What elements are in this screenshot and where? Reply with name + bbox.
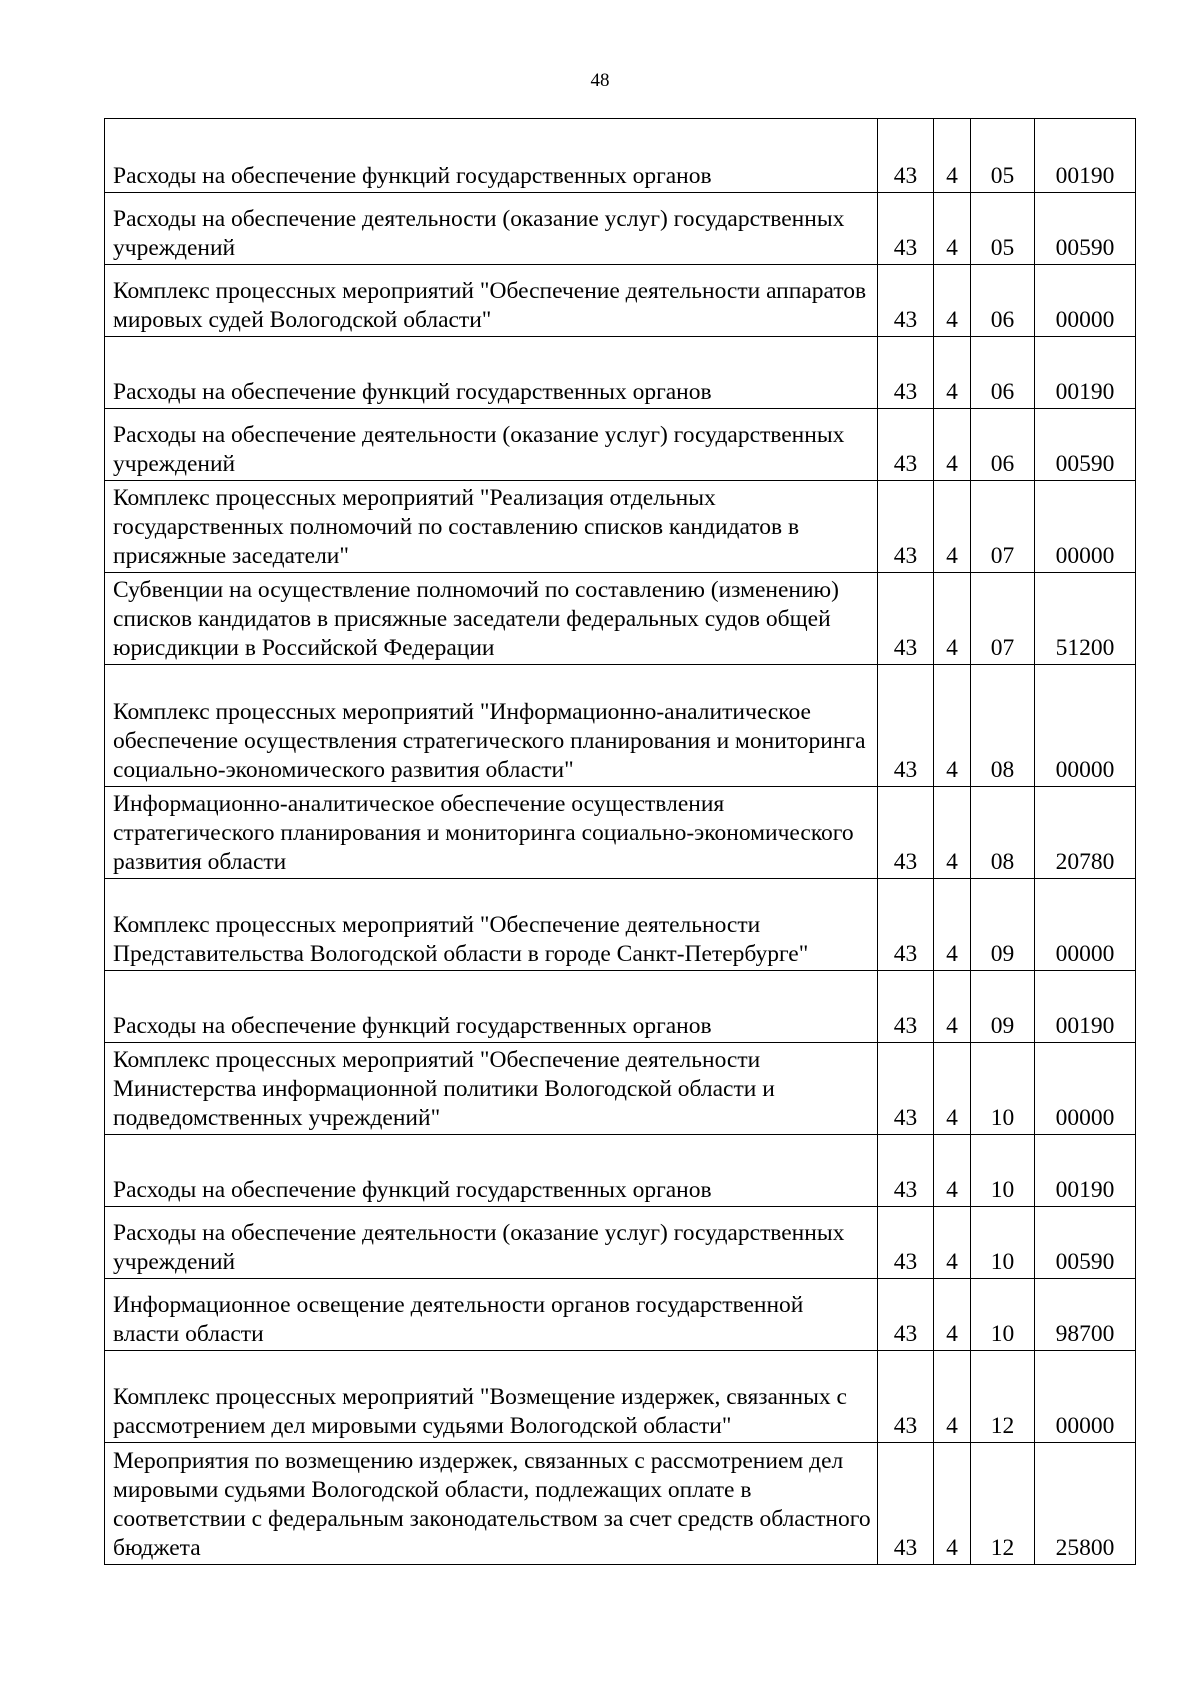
row-name: Комплекс процессных мероприятий "Возмещение издержек, связанных с рассмотрением дел мировыми судьями Вологодской области" [105,1351,878,1443]
row-code-2: 4 [934,971,971,1043]
row-code-3: 06 [971,337,1035,409]
table-row [105,1443,1136,1565]
row-name: Информационное освещение деятельности органов государственной власти области [105,1279,878,1351]
row-code-1: 43 [878,409,934,481]
table-row [105,1135,1136,1207]
table-row [105,787,1136,879]
table-row [105,879,1136,971]
row-code-4: 00000 [1035,1351,1136,1443]
row-code-4: 00000 [1035,1043,1136,1135]
row-code-1: 43 [878,1207,934,1279]
table-row [105,481,1136,573]
row-code-2: 4 [934,573,971,665]
table-row [105,1279,1136,1351]
table-row [105,119,1136,193]
row-name: Субвенции на осуществление полномочий по составлению (изменению) списков кандидатов в присяжные заседатели федеральных судов общей юрисдикции в Российской Федерации [105,573,878,665]
row-code-3: 07 [971,573,1035,665]
row-name: Расходы на обеспечение функций государственных органов [105,119,878,193]
table-row [105,1351,1136,1443]
row-code-4: 25800 [1035,1443,1136,1565]
row-name: Расходы на обеспечение деятельности (оказание услуг) государственных учреждений [105,1207,878,1279]
row-code-3: 10 [971,1043,1035,1135]
row-code-3: 08 [971,787,1035,879]
row-code-3: 05 [971,119,1035,193]
row-code-4: 00000 [1035,481,1136,573]
table-row [105,573,1136,665]
table-row [105,409,1136,481]
row-code-3: 07 [971,481,1035,573]
row-code-1: 43 [878,971,934,1043]
row-code-3: 05 [971,193,1035,265]
table-row [105,1043,1136,1135]
row-code-4: 00000 [1035,265,1136,337]
row-name: Комплекс процессных мероприятий "Обеспечение деятельности аппаратов мировых судей Вологодской области" [105,265,878,337]
row-code-4: 00590 [1035,1207,1136,1279]
row-code-2: 4 [934,665,971,787]
row-code-1: 43 [878,1043,934,1135]
row-code-2: 4 [934,787,971,879]
row-code-3: 10 [971,1135,1035,1207]
row-name: Информационно-аналитическое обеспечение осуществления стратегического планирования и мониторинга социально-экономического развития области [105,787,878,879]
row-name: Комплекс процессных мероприятий "Информационно-аналитическое обеспечение осуществления стратегического планирования и мониторинга социально-экономического развития области" [105,665,878,787]
row-code-2: 4 [934,1135,971,1207]
row-code-2: 4 [934,879,971,971]
table-row [105,971,1136,1043]
row-code-1: 43 [878,1279,934,1351]
row-code-2: 4 [934,1279,971,1351]
row-code-1: 43 [878,879,934,971]
table-row [105,265,1136,337]
row-code-2: 4 [934,1207,971,1279]
row-code-2: 4 [934,265,971,337]
row-code-3: 12 [971,1443,1035,1565]
table-row [105,665,1136,787]
row-code-4: 00590 [1035,409,1136,481]
row-code-3: 06 [971,409,1035,481]
row-code-2: 4 [934,193,971,265]
row-code-3: 10 [971,1279,1035,1351]
table-row [105,1207,1136,1279]
row-code-4: 00190 [1035,1135,1136,1207]
row-code-2: 4 [934,1351,971,1443]
row-code-3: 09 [971,879,1035,971]
row-name: Комплекс процессных мероприятий "Реализация отдельных государственных полномочий по составлению списков кандидатов в присяжные заседатели" [105,481,878,573]
row-code-1: 43 [878,337,934,409]
row-code-1: 43 [878,265,934,337]
row-code-1: 43 [878,787,934,879]
row-name: Комплекс процессных мероприятий "Обеспечение деятельности Представительства Вологодской области в городе Санкт-Петербурге" [105,879,878,971]
row-name: Расходы на обеспечение функций государственных органов [105,1135,878,1207]
row-code-4: 00000 [1035,879,1136,971]
row-code-4: 00190 [1035,337,1136,409]
row-code-3: 06 [971,265,1035,337]
row-code-4: 00190 [1035,971,1136,1043]
row-code-1: 43 [878,665,934,787]
row-code-4: 00590 [1035,193,1136,265]
row-code-3: 08 [971,665,1035,787]
row-code-3: 10 [971,1207,1035,1279]
row-name: Расходы на обеспечение деятельности (оказание услуг) государственных учреждений [105,409,878,481]
row-code-3: 09 [971,971,1035,1043]
row-code-1: 43 [878,119,934,193]
row-code-1: 43 [878,481,934,573]
row-code-4: 20780 [1035,787,1136,879]
row-name: Расходы на обеспечение функций государственных органов [105,971,878,1043]
row-code-4: 00190 [1035,119,1136,193]
row-code-4: 51200 [1035,573,1136,665]
row-code-2: 4 [934,1443,971,1565]
row-code-1: 43 [878,193,934,265]
table-row [105,337,1136,409]
page-number: 48 [590,70,610,91]
row-code-2: 4 [934,1043,971,1135]
row-code-4: 00000 [1035,665,1136,787]
row-code-2: 4 [934,409,971,481]
row-code-2: 4 [934,119,971,193]
row-code-2: 4 [934,481,971,573]
row-code-1: 43 [878,1351,934,1443]
row-code-3: 12 [971,1351,1035,1443]
budget-table [104,118,1136,1565]
table-row [105,193,1136,265]
row-name: Расходы на обеспечение функций государственных органов [105,337,878,409]
row-code-1: 43 [878,573,934,665]
row-name: Комплекс процессных мероприятий "Обеспечение деятельности Министерства информационной политики Вологодской области и подведомственных учреждений" [105,1043,878,1135]
row-code-1: 43 [878,1443,934,1565]
row-name: Мероприятия по возмещению издержек, связанных с рассмотрением дел мировыми судьями Вологодской области, подлежащих оплате в соответствии с федеральным законодательством за счет средств областного бюджета [105,1443,878,1565]
row-code-1: 43 [878,1135,934,1207]
row-code-4: 98700 [1035,1279,1136,1351]
row-code-2: 4 [934,337,971,409]
row-name: Расходы на обеспечение деятельности (оказание услуг) государственных учреждений [105,193,878,265]
